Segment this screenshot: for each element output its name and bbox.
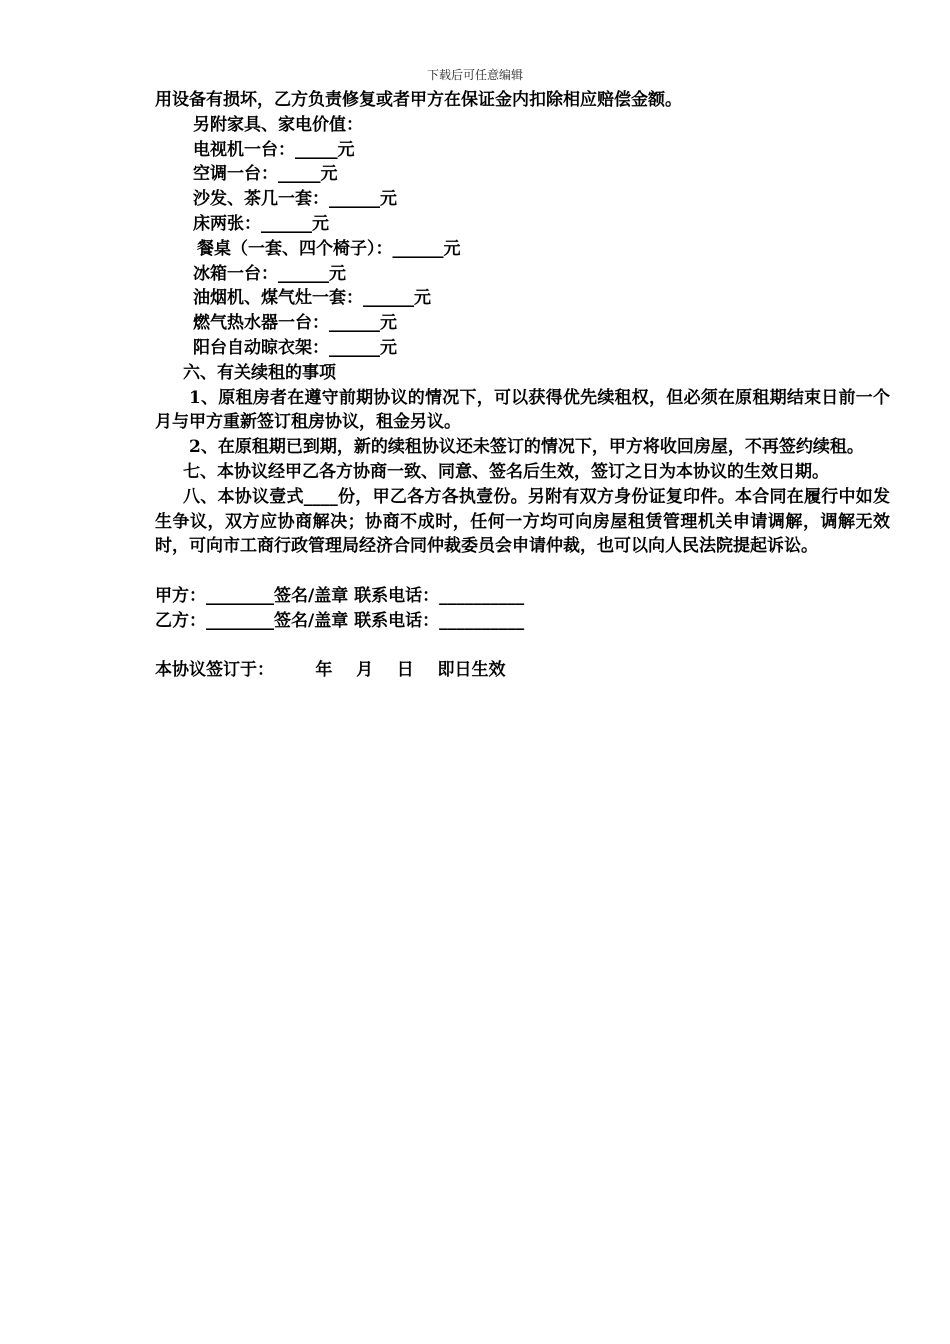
section-six-heading: 六、有关续租的事项 — [183, 362, 336, 383]
item-table: 餐桌（一套、四个椅子）：______元 — [197, 238, 461, 259]
item-bed: 床两张：______元 — [193, 213, 329, 234]
signing-date: 本协议签订于： 年 月 日 即日生效 — [155, 660, 506, 681]
section-eight: 八、本协议壹式____份，甲乙各方各执壹份。另附有双方身份证复印件。本合同在履行中如发生争议，双方应协商解决；协商不成时，任何一方均可向房屋租赁管理机关申请调解，调解无效时，可向市工商行政管理局经济合同仲裁委员会申请仲裁，也可以向人民法院提起诉讼。 — [155, 486, 890, 557]
page-header: 下载后可任意编辑 — [426, 68, 523, 82]
item-rack: 阳台自动晾衣架：______元 — [193, 337, 397, 358]
paragraph-deposit: 用设备有损坏，乙方负责修复或者甲方在保证金内扣除相应赔偿金额。 — [155, 90, 682, 110]
document-body — [155, 88, 890, 683]
section-seven: 七、本协议经甲乙各方协商一致、同意、签名后生效，签订之日为本协议的生效日期。 — [183, 461, 829, 482]
renewal-clause-2: 2、在原租期已到期，新的续租协议还未签订的情况下，甲方将收回房屋，不再签约续租。 — [189, 437, 864, 458]
spacer — [155, 634, 890, 659]
party-b-signature: 乙方：________签名/盖章 联系电话：__________ — [155, 610, 525, 631]
item-sofa: 沙发、茶几一套：______元 — [193, 189, 397, 210]
furniture-heading: 另附家具、家电价值： — [193, 114, 363, 135]
item-ac: 空调一台：_____元 — [193, 164, 338, 185]
item-tv: 电视机一台：_____元 — [193, 139, 355, 160]
renewal-clause-1: 1、原租房者在遵守前期协议的情况下，可以获得优先续租权，但必须在原租期结束日前一个月与甲方重新签订租房协议，租金另议。 — [155, 387, 890, 433]
party-a-signature: 甲方：________签名/盖章 联系电话：__________ — [155, 585, 525, 606]
item-heater: 燃气热水器一台：______元 — [193, 313, 397, 334]
item-hood: 油烟机、煤气灶一套：______元 — [193, 288, 431, 309]
spacer — [155, 559, 890, 584]
item-fridge: 冰箱一台：______元 — [193, 263, 346, 284]
